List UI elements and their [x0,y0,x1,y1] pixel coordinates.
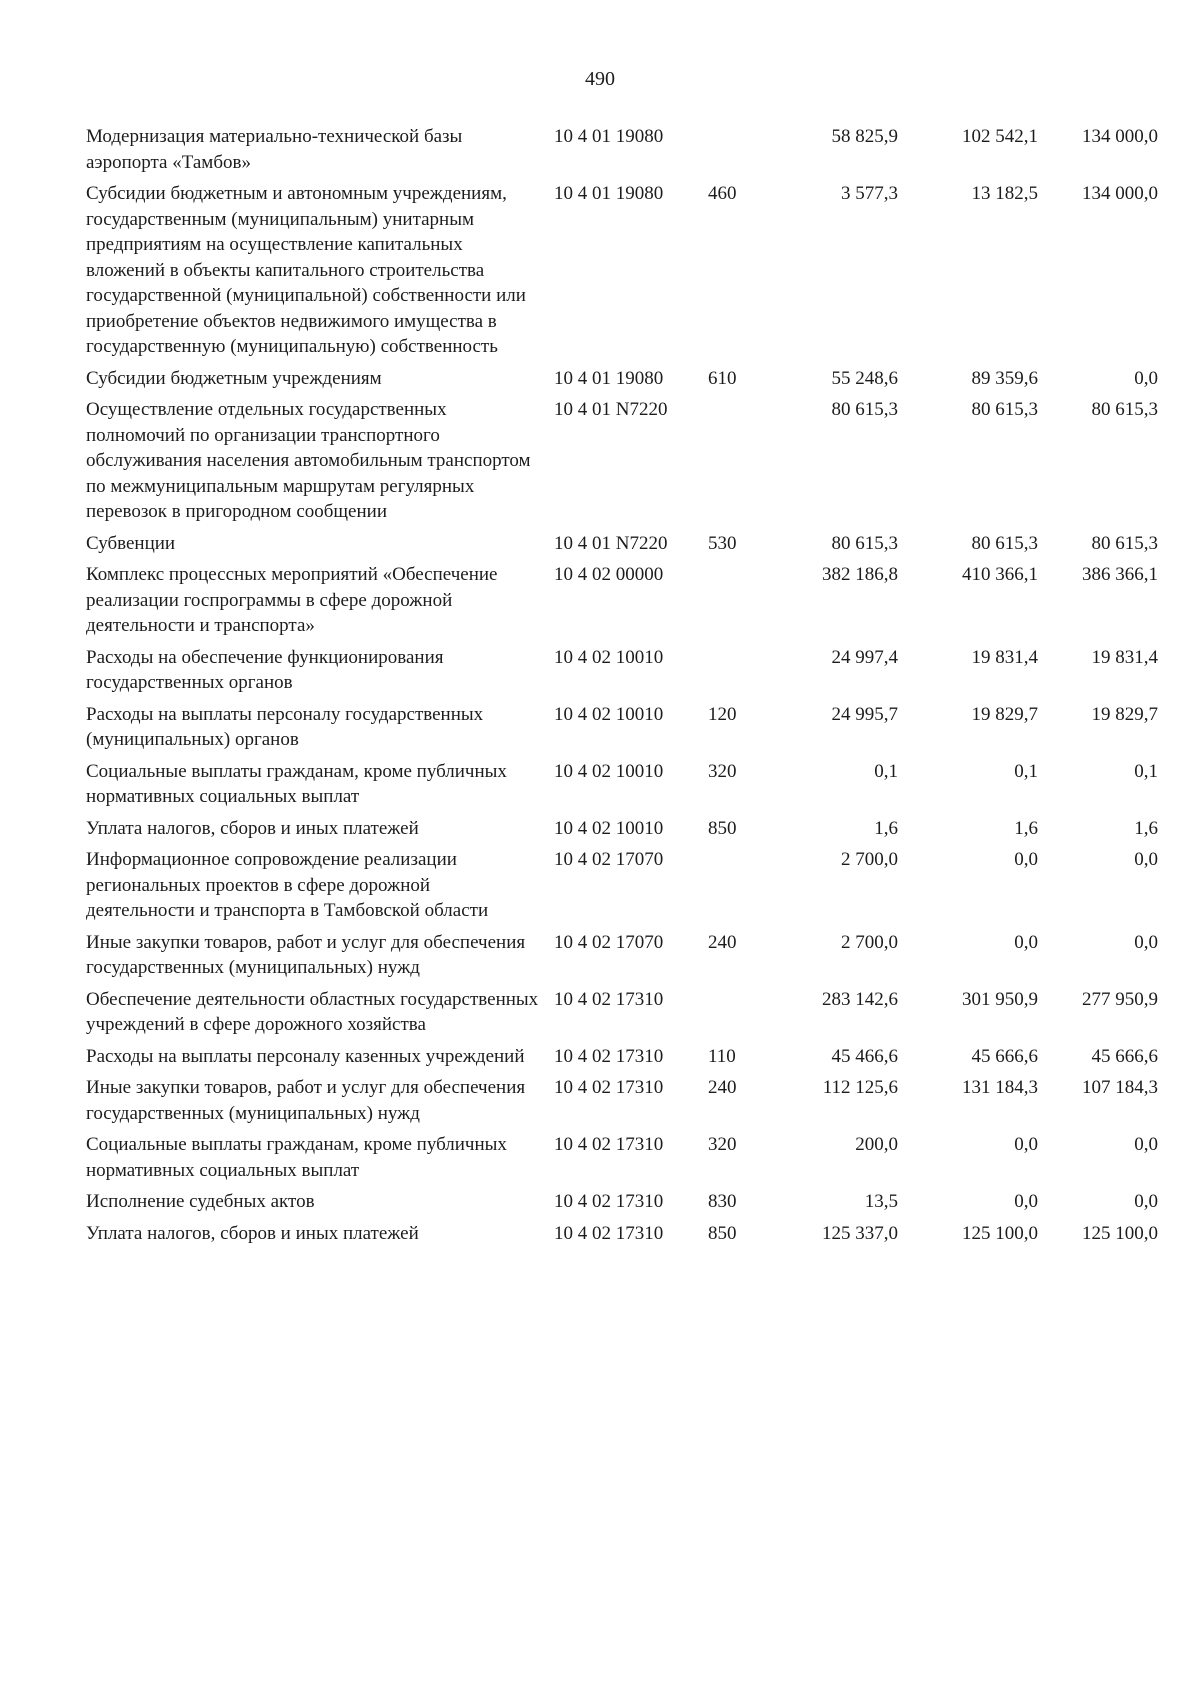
table-row [86,1189,1158,1221]
amount-year-1: 2 700,0 [841,849,898,870]
budget-table [86,124,1158,1252]
amount-year-3: 107 184,3 [1082,1077,1158,1098]
amount-year-3: 386 366,1 [1082,564,1158,585]
target-article-code: 10 4 01 19080 [554,183,664,204]
item-name: Расходы на обеспечение функционирования государственных органов [86,646,444,693]
expense-type-code: 830 [708,1191,737,1212]
amount-year-3: 80 615,3 [1091,399,1158,420]
amount-year-1: 3 577,3 [841,183,898,204]
amount-year-3: 0,0 [1134,1134,1158,1155]
expense-type-code: 460 [708,183,737,204]
item-name: Уплата налогов, сборов и иных платежей [86,817,419,839]
amount-year-1: 55 248,6 [831,367,898,389]
expense-type-code [708,124,764,181]
target-article-code: 10 4 02 17310 [554,1077,664,1098]
expense-type-code: 320 [708,1134,737,1155]
expense-type-code: 850 [708,817,737,839]
amount-year-2: 80 615,3 [971,399,1038,420]
table-row [86,847,1158,930]
table-row [86,987,1158,1044]
table-row [86,930,1158,987]
item-name: Расходы на выплаты персоналу казенных учреждений [86,1045,525,1067]
target-article-code: 10 4 02 17310 [554,1045,664,1067]
table-row [86,1221,1158,1253]
table-row [86,366,1158,398]
amount-year-3: 19 831,4 [1091,646,1158,668]
expense-type-code [708,987,764,1044]
item-name: Обеспечение деятельности областных государственных учреждений в сфере дорожного хозяйства [86,988,539,1035]
amount-year-3: 0,0 [1134,849,1158,870]
amount-year-2: 131 184,3 [962,1077,1038,1098]
target-article-code: 10 4 02 17070 [554,849,664,870]
amount-year-2: 80 615,3 [971,532,1038,554]
target-article-code: 10 4 02 10010 [554,817,664,839]
amount-year-2: 0,0 [1014,849,1038,870]
item-name: Осуществление отдельных государственных полномочий по организации транспортного обслуживания населения автомобильным транспортом по межмуниципальным маршрутам регулярных перевозок в пригородном сообщении [86,399,531,522]
expense-type-code: 120 [708,703,737,725]
amount-year-1: 24 997,4 [831,646,898,668]
target-article-code: 10 4 02 17310 [554,1191,664,1212]
target-article-code: 10 4 02 17310 [554,1222,664,1244]
target-article-code: 10 4 02 17070 [554,931,664,953]
target-article-code: 10 4 01 19080 [554,367,664,389]
item-name: Иные закупки товаров, работ и услуг для обеспечения государственных (муниципальных) нужд [86,931,526,978]
table-row [86,1075,1158,1132]
amount-year-3: 125 100,0 [1082,1222,1158,1244]
amount-year-3: 134 000,0 [1082,126,1158,147]
amount-year-3: 45 666,6 [1091,1045,1158,1067]
amount-year-1: 58 825,9 [831,126,898,147]
amount-year-3: 80 615,3 [1091,532,1158,554]
amount-year-1: 112 125,6 [822,1077,898,1098]
expense-type-code [708,562,764,645]
amount-year-2: 410 366,1 [962,564,1038,585]
amount-year-3: 0,1 [1134,760,1158,782]
amount-year-2: 13 182,5 [971,183,1038,204]
expense-type-code [708,645,764,702]
item-name: Исполнение судебных актов [86,1191,315,1212]
target-article-code: 10 4 02 10010 [554,703,664,725]
amount-year-1: 283 142,6 [822,988,898,1010]
amount-year-1: 125 337,0 [822,1222,898,1244]
target-article-code: 10 4 01 N7220 [554,399,668,420]
table-row [86,397,1158,531]
target-article-code: 10 4 02 00000 [554,564,664,585]
table-row [86,759,1158,816]
amount-year-1: 24 995,7 [831,703,898,725]
item-name: Модернизация материально-технической базы аэропорта «Тамбов» [86,126,463,173]
amount-year-2: 19 831,4 [971,646,1038,668]
amount-year-2: 0,0 [1014,1134,1038,1155]
amount-year-2: 89 359,6 [971,367,1038,389]
item-name: Субвенции [86,532,176,554]
table-row [86,1132,1158,1189]
item-name: Субсидии бюджетным и автономным учреждениям, государственным (муниципальным) унитарным предприятиям на осуществление капитальных вложений в объекты капитального строительства государственной (муниципальной) собственности или приобретение объектов недвижимого имущества в государственную (муниципальную) собственность [86,183,526,357]
amount-year-2: 19 829,7 [971,703,1038,725]
amount-year-1: 382 186,8 [822,564,898,585]
amount-year-3: 1,6 [1134,817,1158,839]
table-row [86,531,1158,563]
amount-year-3: 0,0 [1134,367,1158,389]
expense-type-code: 530 [708,532,737,554]
item-name: Комплекс процессных мероприятий «Обеспечение реализации госпрограммы в сфере дорожной деятельности и транспорта» [86,564,498,636]
amount-year-2: 301 950,9 [962,988,1038,1010]
amount-year-2: 0,0 [1014,931,1038,953]
amount-year-1: 80 615,3 [831,532,898,554]
table-row [86,645,1158,702]
amount-year-2: 1,6 [1014,817,1038,839]
expense-type-code: 240 [708,931,737,953]
amount-year-3: 134 000,0 [1082,183,1158,204]
amount-year-2: 45 666,6 [971,1045,1038,1067]
item-name: Информационное сопровождение реализации региональных проектов в сфере дорожной деятельности и транспорта в Тамбовской области [86,849,489,921]
amount-year-2: 102 542,1 [962,126,1038,147]
table-row [86,1044,1158,1076]
item-name: Иные закупки товаров, работ и услуг для обеспечения государственных (муниципальных) нужд [86,1077,526,1124]
table-row [86,124,1158,181]
table-body [86,124,1158,1252]
item-name: Субсидии бюджетным учреждениям [86,367,382,389]
item-name: Социальные выплаты гражданам, кроме публичных нормативных социальных выплат [86,1134,507,1181]
amount-year-1: 1,6 [874,817,898,839]
amount-year-2: 0,1 [1014,760,1038,782]
item-name: Расходы на выплаты персоналу государственных (муниципальных) органов [86,703,484,750]
amount-year-1: 13,5 [864,1191,898,1212]
amount-year-1: 45 466,6 [831,1045,898,1067]
amount-year-3: 0,0 [1134,931,1158,953]
amount-year-1: 0,1 [874,760,898,782]
target-article-code: 10 4 02 10010 [554,646,664,668]
item-name: Уплата налогов, сборов и иных платежей [86,1222,419,1244]
target-article-code: 10 4 02 17310 [554,988,664,1010]
expense-type-code: 850 [708,1222,737,1244]
amount-year-3: 19 829,7 [1091,703,1158,725]
table-row [86,181,1158,366]
table-row [86,816,1158,848]
page-number: 490 [585,68,615,90]
table-row [86,562,1158,645]
amount-year-3: 0,0 [1134,1191,1158,1212]
target-article-code: 10 4 02 10010 [554,760,664,782]
expense-type-code: 240 [708,1077,737,1098]
target-article-code: 10 4 01 N7220 [554,532,668,554]
target-article-code: 10 4 01 19080 [554,126,664,147]
amount-year-3: 277 950,9 [1082,988,1158,1010]
expense-type-code [708,847,764,930]
expense-type-code [708,397,764,531]
target-article-code: 10 4 02 17310 [554,1134,664,1155]
amount-year-1: 2 700,0 [841,931,898,953]
expense-type-code: 110 [708,1045,736,1067]
amount-year-2: 125 100,0 [962,1222,1038,1244]
item-name: Социальные выплаты гражданам, кроме публичных нормативных социальных выплат [86,760,507,807]
amount-year-1: 200,0 [855,1134,898,1155]
table-row [86,702,1158,759]
expense-type-code: 320 [708,760,737,782]
amount-year-1: 80 615,3 [831,399,898,420]
amount-year-2: 0,0 [1014,1191,1038,1212]
expense-type-code: 610 [708,367,737,389]
